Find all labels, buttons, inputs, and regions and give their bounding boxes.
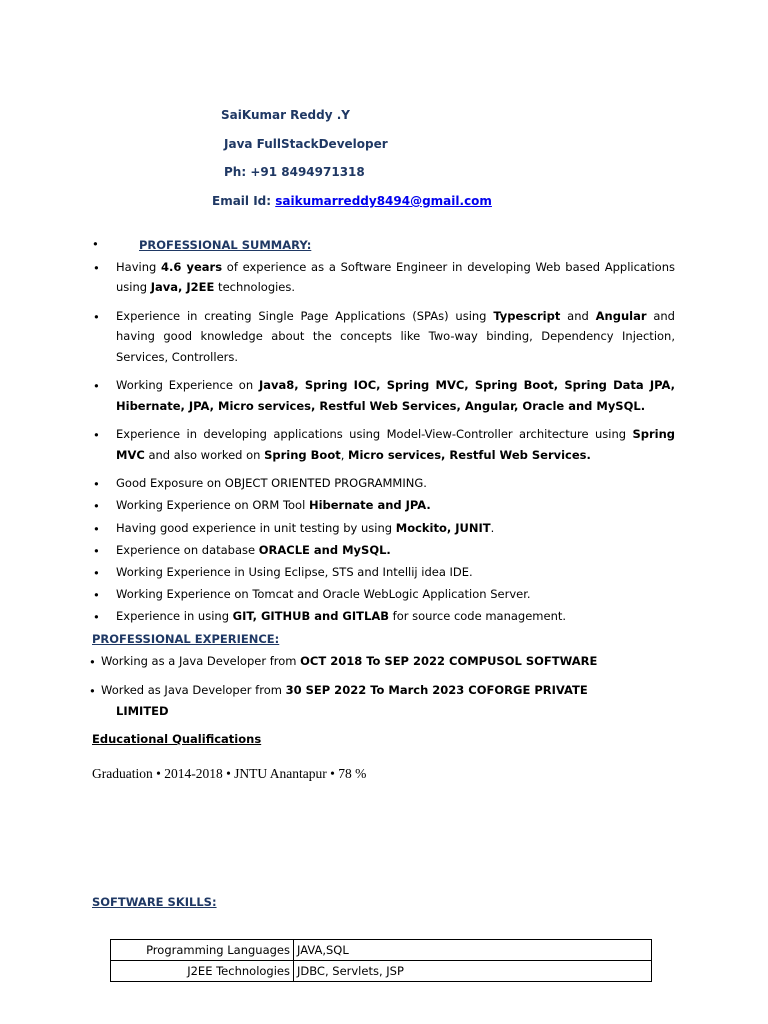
summary-item-11: Experience in using GIT, GITHUB and GITLAB for source code management. <box>116 609 567 623</box>
candidate-role: Java FullStackDeveloper <box>224 137 388 151</box>
skill-label: Programming Languages <box>111 940 294 961</box>
bullet-icon: • <box>93 428 100 442</box>
experience-item-2-line-2: LIMITED <box>116 704 169 718</box>
bullet-icon: • <box>93 522 100 536</box>
summary-item-4-line-1: Experience in developing applications using Model-View-Controller architecture using Spring <box>116 427 675 441</box>
skill-value: JDBC, Servlets, JSP <box>294 961 652 982</box>
summary-item-4-line-2: MVC and also worked on Spring Boot, Micro services, Restful Web Services. <box>116 448 591 462</box>
summary-item-3-line-2: Hibernate, JPA, Micro services, Restful Web Services, Angular, Oracle and MySQL. <box>116 399 646 413</box>
summary-item-3-line-1: Working Experience on Java8, Spring IOC, Spring MVC, Spring Boot, Spring Data JPA, <box>116 378 676 392</box>
table-row <box>111 940 652 961</box>
bullet-icon: • <box>89 655 96 669</box>
experience-item-2: Worked as Java Developer from 30 SEP 2022 To March 2023 COFORGE PRIVATE <box>101 683 588 697</box>
bullet-icon: • <box>89 684 96 698</box>
bullet-icon: • <box>93 566 100 580</box>
summary-title: PROFESSIONAL SUMMARY: <box>139 238 312 252</box>
email-link[interactable]: saikumarreddy8494@gmail.com <box>275 194 492 208</box>
candidate-name: SaiKumar Reddy .Y <box>221 108 350 122</box>
skills-table <box>110 939 652 982</box>
candidate-phone: Ph: +91 8494971318 <box>224 165 365 179</box>
summary-item-2-line-3: Services, Controllers. <box>116 350 239 364</box>
skill-value: JAVA,SQL <box>294 940 652 961</box>
summary-item-5: Good Exposure on OBJECT ORIENTED PROGRAMMING. <box>116 476 427 490</box>
summary-item-6: Working Experience on ORM Tool Hibernate and JPA. <box>116 498 431 512</box>
skill-label: J2EE Technologies <box>111 961 294 982</box>
bullet-icon: • <box>93 499 100 513</box>
bullet-icon: • <box>93 477 100 491</box>
email-row <box>212 194 492 208</box>
table-row <box>111 961 652 982</box>
summary-item-10: Working Experience on Tomcat and Oracle WebLogic Application Server. <box>116 587 531 601</box>
summary-item-8: Experience on database ORACLE and MySQL. <box>116 543 391 557</box>
education-title: Educational Qualifications <box>92 732 262 746</box>
email-label: Email Id: <box>212 194 276 208</box>
bullet-icon: • <box>93 261 100 275</box>
summary-item-7: Having good experience in unit testing by using Mockito, JUNIT. <box>116 521 495 535</box>
summary-item-1-line-1: Having 4.6 years of experience as a Software Engineer in developing Web based Applications <box>116 260 675 274</box>
summary-item-2-line-2: having good knowledge about the concepts like Two-way binding, Dependency Injection, <box>116 329 675 343</box>
education-line: Graduation • 2014-2018 • JNTU Anantapur • 78 % <box>92 766 367 781</box>
skills-title: SOFTWARE SKILLS: <box>92 895 217 909</box>
summary-item-1-line-2: using Java, J2EE technologies. <box>116 280 296 294</box>
summary-item-2-line-1: Experience in creating Single Page Applications (SPAs) using Typescript and Angular and <box>116 309 675 323</box>
bullet-icon: • <box>93 310 100 324</box>
summary-item-9: Working Experience in Using Eclipse, STS and Intellij idea IDE. <box>116 565 473 579</box>
summary-title-bullet: • <box>92 237 99 251</box>
bullet-icon: • <box>93 544 100 558</box>
bullet-icon: • <box>93 610 100 624</box>
experience-item-1: Working as a Java Developer from OCT 2018 To SEP 2022 COMPUSOL SOFTWARE <box>101 654 598 668</box>
experience-title: PROFESSIONAL EXPERIENCE: <box>92 632 280 646</box>
bullet-icon: • <box>93 379 100 393</box>
bullet-icon: • <box>93 588 100 602</box>
